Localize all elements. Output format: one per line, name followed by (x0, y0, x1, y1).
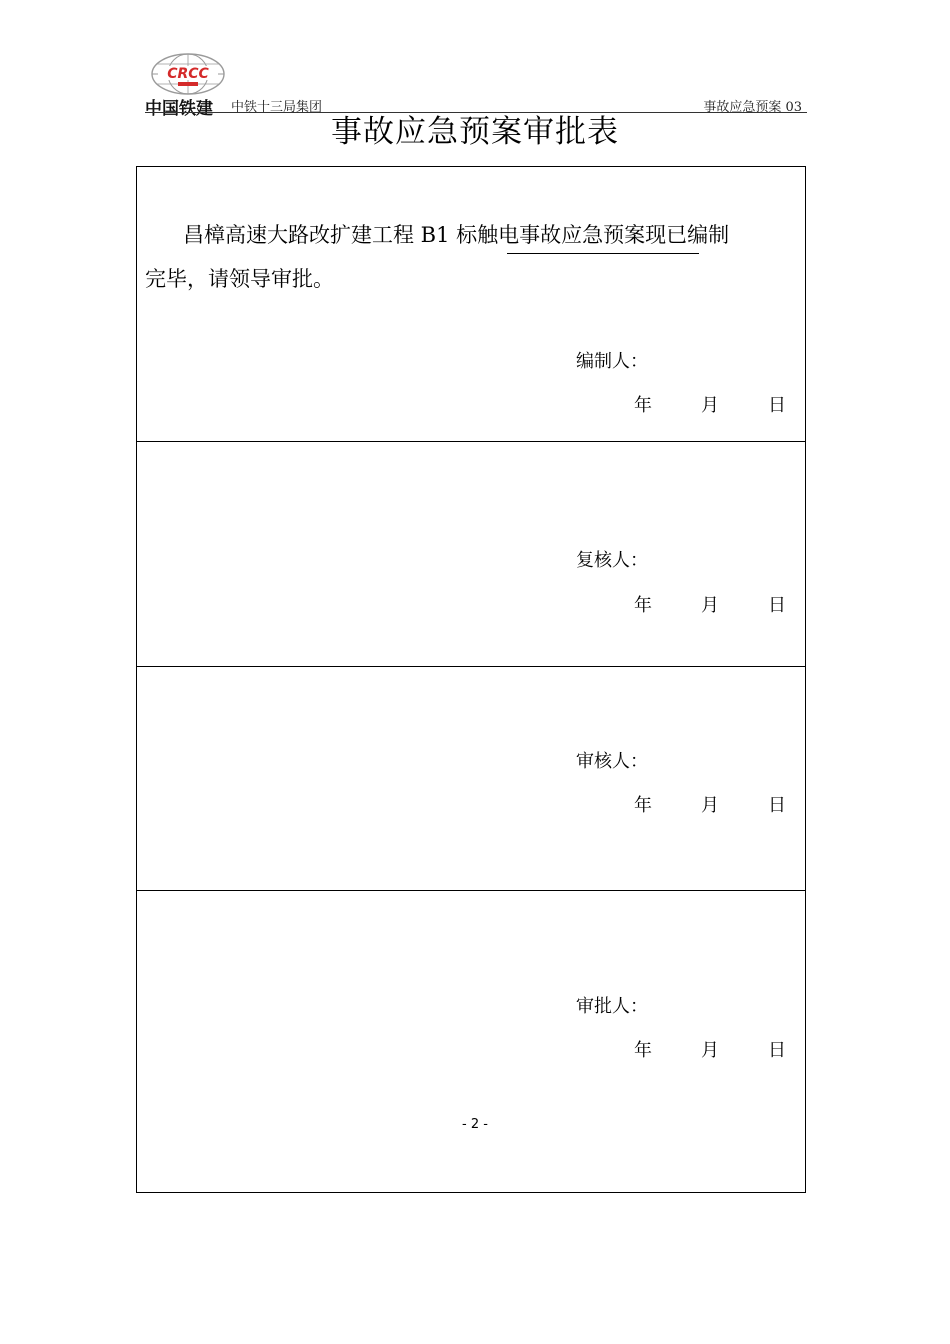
signer-label: 审批人： (576, 996, 648, 1017)
section-compiler (137, 167, 805, 442)
signer-label: 复核人： (576, 550, 648, 571)
date-year: 年 (634, 595, 652, 616)
brand-name: 中国铁建 (145, 99, 213, 119)
section-reviewer (137, 442, 805, 667)
section-approver (137, 891, 805, 1193)
signer-label: 编制人： (576, 351, 648, 372)
date-year: 年 (634, 395, 652, 416)
date-day: 日 (768, 1040, 786, 1061)
date-month: 月 (701, 595, 719, 616)
crcc-logo (148, 52, 228, 96)
date-month: 月 (701, 1040, 719, 1061)
section-auditor (137, 667, 805, 891)
page-number: - 2 - (462, 1117, 488, 1132)
date-month: 月 (701, 395, 719, 416)
date-year: 年 (634, 795, 652, 816)
logo-text: CRCC (167, 66, 209, 82)
statement-line-1: 昌樟高速大路改扩建工程 B1 标触电事故应急预案现已编制 (183, 223, 730, 247)
page-title: 事故应急预案审批表 (331, 114, 619, 150)
date-day: 日 (768, 395, 786, 416)
statement-line-2: 完毕，请领导审批。 (145, 267, 334, 291)
signer-label: 审核人： (576, 751, 648, 772)
document-code: 事故应急预案 03 (703, 100, 802, 115)
company-name: 中铁十三局集团 (231, 100, 323, 115)
date-day: 日 (768, 795, 786, 816)
date-year: 年 (634, 1040, 652, 1061)
date-month: 月 (701, 795, 719, 816)
approval-form-table (136, 166, 806, 1193)
date-day: 日 (768, 595, 786, 616)
statement-underline (507, 253, 699, 254)
